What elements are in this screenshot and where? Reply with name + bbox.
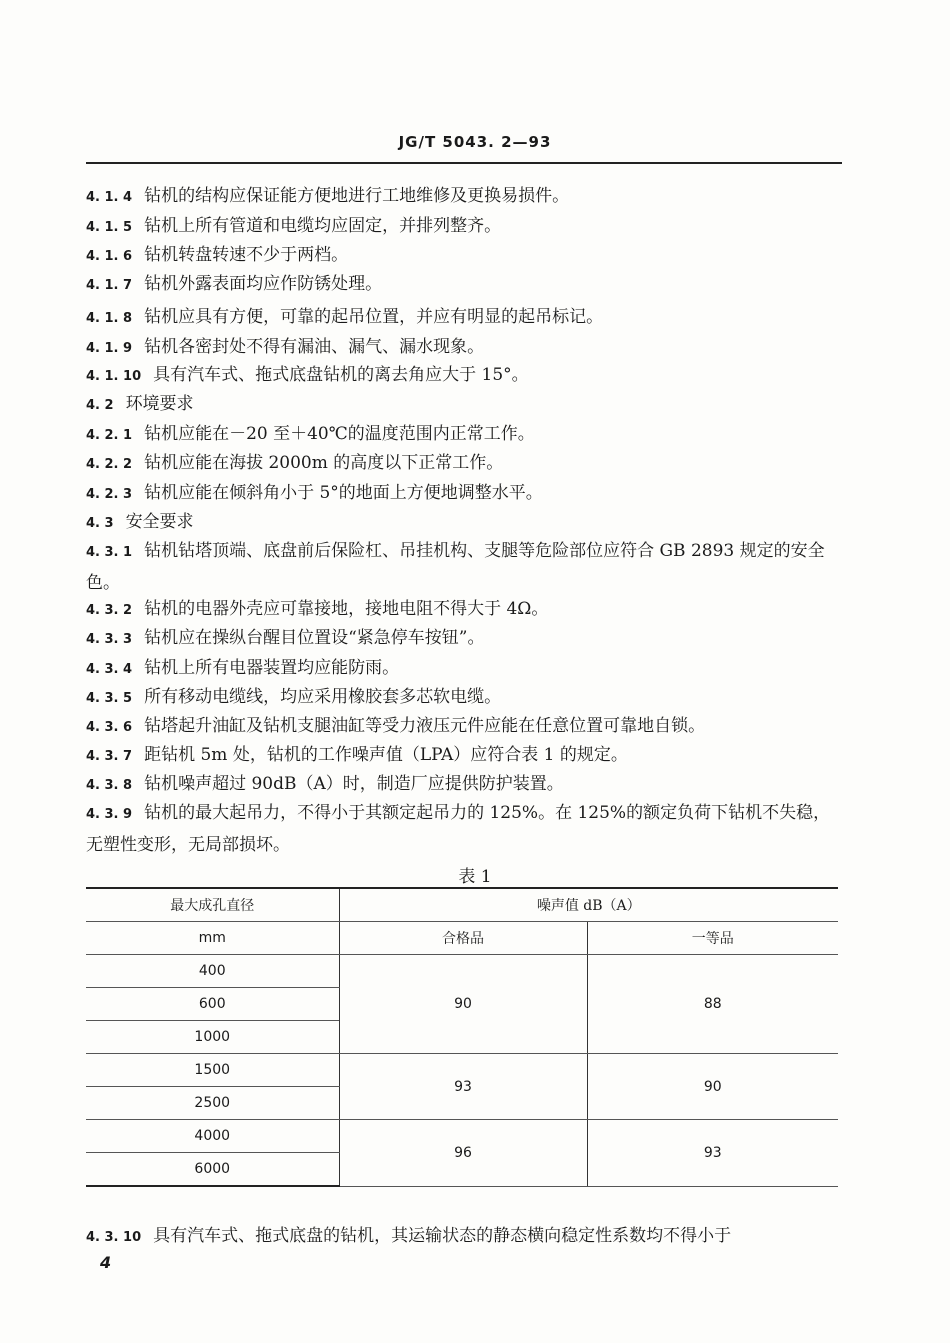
- diameter-cell: 4000: [86, 1120, 339, 1153]
- clause-text: 距钻机 5m 处，钻机的工作噪声值（LPA）应符合表 1 的规定。: [144, 745, 628, 765]
- table-header-row: [86, 888, 838, 922]
- qualified-value: 90: [339, 955, 587, 1054]
- clause-number: 4. 3: [86, 516, 114, 531]
- table-row: [86, 1054, 838, 1087]
- clause-text: 钻机各密封处不得有漏油、漏气、漏水现象。: [144, 337, 485, 357]
- clause-text: 具有汽车式、拖式底盘钻机的离去角应大于 15°。: [153, 365, 529, 385]
- clause-text: 钻机应能在倾斜角小于 5°的地面上方便地调整水平。: [144, 483, 543, 503]
- clause-4-1-5: [86, 211, 842, 243]
- diameter-cell: 6000: [86, 1153, 339, 1187]
- clause-text: 钻机的最大起吊力，不得小于其额定起吊力的 125%。在 125%的额定负荷下钻机不失稳，无塑性变形，无局部损坏。: [86, 803, 831, 855]
- clause-number: 4. 1. 9: [86, 341, 133, 356]
- col-first-class-header: 一等品: [587, 922, 838, 955]
- clause-text: 钻机的结构应保证能方便地进行工地维修及更换易损件。: [144, 186, 570, 206]
- col-unit-header: mm: [86, 922, 339, 955]
- clause-number: 4. 3. 7: [86, 749, 133, 764]
- clause-text: 钻机应能在海拔 2000m 的高度以下正常工作。: [144, 453, 504, 473]
- col-noise-header: 噪声值 dB（A）: [339, 888, 838, 922]
- first-class-value: 93: [587, 1120, 838, 1187]
- clause-number: 4. 3. 9: [86, 807, 133, 822]
- col-max-diameter-header: 最大成孔直径: [86, 888, 339, 922]
- clause-4-3-8: [86, 769, 842, 801]
- table-row: [86, 1120, 838, 1153]
- clause-4-1-4: [86, 181, 842, 213]
- clause-text: 安全要求: [125, 512, 194, 532]
- document-code-header: JG/T 5043. 2—93: [398, 133, 552, 151]
- clause-number: 4. 3. 4: [86, 662, 133, 677]
- clause-text: 钻机应在操纵台醒目位置设“紧急停车按钮”。: [144, 628, 485, 648]
- clause-text: 钻机上所有电器装置均应能防雨。: [144, 658, 400, 678]
- clause-number: 4. 3. 8: [86, 778, 133, 793]
- clause-text: 钻机的电器外壳应可靠接地，接地电阻不得大于 4Ω。: [144, 599, 549, 619]
- clause-4-3-5: [86, 682, 842, 714]
- clause-4-2-1: [86, 419, 842, 451]
- clause-number: 4. 1. 4: [86, 190, 133, 205]
- clause-4-3-7: [86, 740, 842, 772]
- clause-4-3-10: [86, 1221, 842, 1253]
- diameter-cell: 600: [86, 988, 339, 1021]
- table-subheader-row: [86, 922, 838, 955]
- clause-number: 4. 3. 2: [86, 603, 133, 618]
- clause-number: 4. 1. 6: [86, 249, 133, 264]
- clause-4-3-9: [86, 798, 842, 860]
- qualified-value: 93: [339, 1054, 587, 1120]
- clause-4-3-3: [86, 623, 842, 655]
- clause-text: 钻机转盘转速不少于两档。: [144, 245, 349, 265]
- clause-text: 钻机应能在－20 至＋40℃的温度范围内正常工作。: [144, 424, 535, 444]
- page-number: 4: [100, 1253, 112, 1272]
- clause-text: 环境要求: [125, 394, 194, 414]
- clause-number: 4. 3. 1: [86, 545, 133, 560]
- section-4-2-heading: [86, 389, 842, 421]
- clause-4-3-1: [86, 536, 842, 598]
- clause-text: 钻机钻塔顶端、底盘前后保险杠、吊挂机构、支腿等危险部位应符合 GB 2893 规定的安全色。: [86, 541, 825, 593]
- table-caption: 表 1: [458, 867, 492, 887]
- clause-number: 4. 1. 7: [86, 278, 133, 293]
- noise-table: [86, 887, 838, 1187]
- clause-text: 钻机噪声超过 90dB（A）时，制造厂应提供防护装置。: [144, 774, 564, 794]
- clause-4-3-2: [86, 594, 842, 626]
- qualified-value: 96: [339, 1120, 587, 1187]
- clause-4-2-2: [86, 448, 842, 480]
- clause-number: 4. 2. 1: [86, 428, 133, 443]
- clause-number: 4. 2. 3: [86, 487, 133, 502]
- clause-text: 钻塔起升油缸及钻机支腿油缸等受力液压元件应能在任意位置可靠地自锁。: [144, 716, 706, 736]
- first-class-value: 88: [587, 955, 838, 1054]
- header-rule: [86, 162, 842, 164]
- clause-number: 4. 3. 6: [86, 720, 133, 735]
- clause-number: 4. 3. 10: [86, 1230, 142, 1245]
- clause-text: 所有移动电缆线，均应采用橡胶套多芯软电缆。: [144, 687, 502, 707]
- clause-4-1-6: [86, 240, 842, 272]
- diameter-cell: 2500: [86, 1087, 339, 1120]
- clause-number: 4. 1. 5: [86, 220, 133, 235]
- diameter-cell: 1000: [86, 1021, 339, 1054]
- clause-4-2-3: [86, 478, 842, 510]
- clause-4-1-8: [86, 302, 842, 334]
- clause-number: 4. 2: [86, 398, 114, 413]
- diameter-cell: 1500: [86, 1054, 339, 1087]
- clause-number: 4. 3. 3: [86, 632, 133, 647]
- clause-number: 4. 1. 10: [86, 369, 142, 384]
- clause-number: 4. 1. 8: [86, 311, 133, 326]
- clause-4-1-10: [86, 360, 842, 392]
- clause-4-1-7: [86, 269, 842, 301]
- clause-number: 4. 2. 2: [86, 457, 133, 472]
- clause-4-3-6: [86, 711, 842, 743]
- clause-text: 具有汽车式、拖式底盘的钻机，其运输状态的静态横向稳定性系数均不得小于: [153, 1226, 732, 1246]
- diameter-cell: 400: [86, 955, 339, 988]
- table-row: [86, 955, 838, 988]
- clause-text: 钻机上所有管道和电缆均应固定，并排列整齐。: [144, 216, 502, 236]
- clause-4-3-4: [86, 653, 842, 685]
- first-class-value: 90: [587, 1054, 838, 1120]
- col-qualified-header: 合格品: [339, 922, 587, 955]
- clause-text: 钻机外露表面均应作防锈处理。: [144, 274, 383, 294]
- clause-text: 钻机应具有方便，可靠的起吊位置，并应有明显的起吊标记。: [144, 307, 604, 327]
- clause-number: 4. 3. 5: [86, 691, 133, 706]
- section-4-3-heading: [86, 507, 842, 539]
